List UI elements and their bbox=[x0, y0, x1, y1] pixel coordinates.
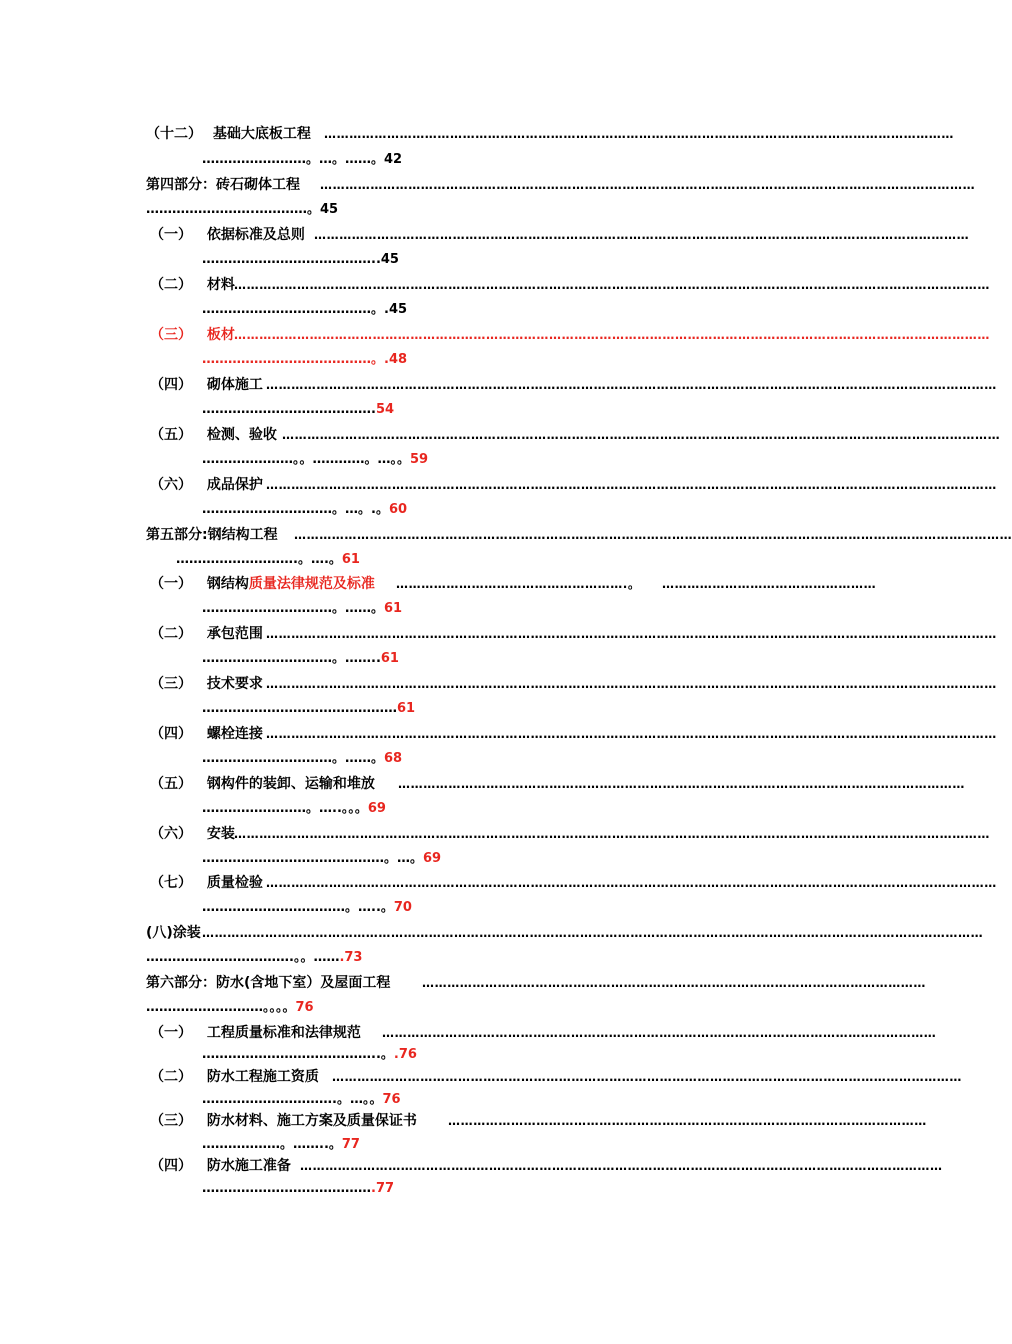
toc-entry[interactable] bbox=[150, 476, 263, 494]
toc-entry-tail bbox=[202, 900, 412, 916]
toc-entry[interactable] bbox=[150, 226, 305, 244]
toc-entry-number: （四） bbox=[150, 726, 192, 742]
toc-entry-tail bbox=[202, 751, 402, 767]
toc-entry[interactable] bbox=[146, 176, 300, 194]
toc-page-number[interactable]: 70 bbox=[393, 900, 412, 915]
dot-leader: ……………………….。….。 bbox=[176, 552, 342, 567]
toc-entry[interactable] bbox=[150, 625, 263, 643]
dot-leader: …………………………………。. bbox=[202, 302, 389, 317]
toc-page-number[interactable]: 69 bbox=[423, 851, 442, 866]
toc-entry-number: （五） bbox=[150, 776, 192, 792]
toc-entry-number: （一） bbox=[150, 1025, 192, 1041]
dot-leader: ……………………。…..。。。 bbox=[202, 801, 368, 816]
toc-entry[interactable] bbox=[150, 276, 235, 294]
dot-leader: …………………………………………………………………………………………………………………………………… bbox=[324, 127, 954, 141]
dot-leader: ………………………………….. bbox=[202, 252, 381, 267]
dot-leader: ………………………………………………………………………………………………………………………………………………………… bbox=[266, 677, 997, 691]
dot-leader: …………………………………………… bbox=[662, 577, 877, 591]
toc-entry[interactable] bbox=[150, 775, 375, 793]
toc-entry-number: （三） bbox=[150, 327, 192, 343]
dot-leader: …………………………………. bbox=[202, 402, 376, 417]
toc-entry-tail bbox=[202, 302, 407, 318]
toc-page-number[interactable]: 42 bbox=[384, 152, 403, 167]
toc-entry-number: （二） bbox=[150, 626, 192, 642]
toc-entry-tail bbox=[202, 601, 402, 617]
dot-leader: …………………………。…。.。 bbox=[202, 502, 389, 517]
toc-entry-number: （四） bbox=[150, 1158, 192, 1174]
dot-leader: ………………………。。。。 bbox=[146, 1000, 296, 1015]
dot-leader: ………………………………………………………………………………………………………………………………………………………… bbox=[266, 627, 997, 641]
toc-entry[interactable] bbox=[150, 1024, 361, 1042]
toc-page-number[interactable]: 61 bbox=[397, 701, 416, 716]
toc-entry-tail bbox=[202, 851, 441, 867]
toc-entry-number: （六） bbox=[150, 477, 192, 493]
toc-entry-tail bbox=[176, 552, 360, 568]
toc-entry-title: 防水工程施工资质 bbox=[206, 1069, 319, 1085]
toc-page-number[interactable]: 77 bbox=[341, 1137, 360, 1152]
dot-leader: ……………………………………………………………………………………………………………………………………………………… bbox=[294, 528, 1012, 542]
toc-page-number[interactable]: 54 bbox=[375, 402, 395, 417]
toc-entry[interactable] bbox=[150, 675, 263, 693]
toc-entry-title: 基础大底板工程 bbox=[212, 126, 311, 142]
toc-entry-title: 安装 bbox=[206, 826, 235, 842]
toc-entry-tail bbox=[202, 152, 402, 168]
toc-entry-title: 螺栓连接 bbox=[206, 726, 263, 742]
toc-entry-number: （三） bbox=[150, 1113, 192, 1129]
dot-leader: ……………………………。…..。 bbox=[202, 900, 394, 915]
toc-entry-title: 工程质量标准和法律规范 bbox=[206, 1025, 361, 1041]
dot-leader: ……………………………………………………………………………………………………………………………………………………………… bbox=[234, 827, 990, 841]
toc-entry-number: （四） bbox=[150, 377, 192, 393]
dot-leader: ………………………………………………………………………………………………………………………………………………………… bbox=[266, 478, 997, 492]
dot-leader: ……………………………………………………………………………………………………………………………………………………………… bbox=[234, 328, 990, 342]
toc-page-number[interactable]: 45 bbox=[319, 202, 339, 217]
toc-section-title: 第四部分：砖石砌体工程 bbox=[146, 177, 300, 193]
toc-page-number[interactable]: 45 bbox=[380, 252, 399, 267]
toc-entry-tail bbox=[202, 801, 386, 817]
toc-entry-number: （十二） bbox=[146, 126, 202, 142]
toc-entry[interactable] bbox=[150, 725, 263, 743]
toc-section-title: 第六部分：防水(含地下室）及屋面工程 bbox=[146, 975, 391, 991]
dot-leader: …………………….…………。 bbox=[146, 202, 320, 217]
dot-leader: ……………………。…。……。 bbox=[202, 152, 385, 167]
toc-entry-title: 成品保护 bbox=[206, 477, 263, 493]
toc-entry-title: (八)涂装 bbox=[146, 925, 201, 941]
toc-entry-title: 质量检验 bbox=[206, 875, 263, 891]
toc-entry-title: 承包范围 bbox=[206, 626, 263, 642]
toc-page-number[interactable]: 61 bbox=[380, 651, 399, 666]
toc-entry-title: 防水施工准备 bbox=[206, 1158, 291, 1174]
toc-entry[interactable] bbox=[150, 825, 235, 843]
toc-entry-title: 检测、验收 bbox=[206, 427, 277, 443]
dot-leader: …………………………….。。…… bbox=[146, 950, 340, 965]
dot-leader: ……………………………………… bbox=[202, 701, 397, 716]
dot-leader: …………………………………………………………………………………………………… bbox=[448, 1114, 927, 1128]
dot-leader: …………………………………………………………………………………………………………………… bbox=[382, 1026, 937, 1040]
dot-leader: …………………………………。. bbox=[202, 352, 389, 367]
toc-entry-title: 材料 bbox=[206, 277, 235, 293]
toc-page-number[interactable]: 69 bbox=[367, 801, 386, 816]
toc-entry-number: （五） bbox=[150, 427, 192, 443]
toc-entry[interactable] bbox=[150, 1068, 319, 1086]
toc-page-number[interactable]: 60 bbox=[388, 502, 408, 517]
dot-leader: …………………………。……。 bbox=[202, 601, 385, 616]
toc-entry-number: （二） bbox=[150, 277, 192, 293]
dot-leader: ………………………………………………………………………………………………………………………………………………………… bbox=[266, 727, 997, 741]
toc-entry-tail bbox=[202, 1137, 360, 1153]
toc-entry-title: 防水材料、施工方案及质量保证书 bbox=[206, 1113, 417, 1129]
toc-entry-tail bbox=[202, 701, 415, 717]
toc-entry-tail bbox=[202, 1047, 417, 1063]
toc-page-number[interactable]: 68 bbox=[384, 751, 403, 766]
toc-entry-number: （七） bbox=[150, 875, 192, 891]
toc-entry-tail bbox=[202, 252, 399, 268]
dot-leader: …………………………………..。 bbox=[202, 1047, 394, 1062]
toc-entry-title: 技术要求 bbox=[206, 676, 263, 692]
toc-page-number[interactable]: .76 bbox=[393, 1047, 417, 1062]
toc-entry-title: 板材 bbox=[206, 327, 235, 343]
toc-entry[interactable] bbox=[150, 874, 263, 892]
dot-leader: ………………………………………………………………………………………………………………………………………… bbox=[314, 228, 970, 242]
toc-entry-tail bbox=[146, 1000, 314, 1016]
dot-leader: ………………………………………………………………………………………………………………………………………… bbox=[320, 178, 976, 192]
dot-leader: …………………………………………………………………………………………………………………………………… bbox=[332, 1070, 962, 1084]
toc-entry-title: 钢构件的装卸、运输和堆放 bbox=[206, 776, 375, 792]
dot-leader: ……………………………………。…。 bbox=[202, 851, 424, 866]
toc-entry[interactable] bbox=[146, 526, 278, 544]
toc-entry[interactable] bbox=[150, 1157, 291, 1175]
toc-entry-number: （六） bbox=[150, 826, 192, 842]
dot-leader: …………………………。…….. bbox=[202, 651, 381, 666]
dot-leader: ……………………………………………………………………………………………………………………… bbox=[398, 777, 965, 791]
toc-entry[interactable] bbox=[150, 575, 375, 593]
toc-entry[interactable] bbox=[146, 924, 201, 942]
toc-page-number[interactable]: .73 bbox=[339, 950, 363, 965]
toc-page-number[interactable]: 61 bbox=[384, 601, 403, 616]
dot-leader: ……………………………………………………………………………………………………………………………………………………… bbox=[282, 428, 1001, 442]
dot-leader: ………………………………… bbox=[202, 1181, 371, 1196]
dot-leader: ……………………………………………………………………………………………………………………………………… bbox=[300, 1159, 943, 1173]
toc-entry-tail bbox=[202, 1092, 401, 1108]
toc-entry-title-highlight: 质量法律规范及标准 bbox=[248, 576, 375, 592]
toc-entry-tail bbox=[202, 1181, 394, 1197]
toc-page-number[interactable]: 48 bbox=[388, 352, 408, 367]
toc-entry[interactable] bbox=[146, 974, 390, 992]
dot-leader: ………………。……..。 bbox=[202, 1137, 342, 1152]
dot-leader: ……………………………………………………………………………………………………………………………………………………………… bbox=[234, 278, 990, 292]
toc-page-number[interactable]: 59 bbox=[410, 452, 429, 467]
toc-entry-tail bbox=[202, 452, 428, 468]
toc-entry-tail bbox=[202, 502, 407, 518]
toc-entry-tail bbox=[202, 352, 407, 368]
toc-page-number[interactable]: .77 bbox=[371, 1181, 395, 1196]
toc-entry-number: （三） bbox=[150, 676, 192, 692]
toc-page-number[interactable]: 76 bbox=[382, 1092, 401, 1107]
toc-entry-number: （一） bbox=[150, 576, 192, 592]
toc-entry[interactable] bbox=[150, 326, 235, 344]
dot-leader: ………………………………………………………………………………………………………… bbox=[422, 976, 926, 990]
toc-page-number[interactable]: 61 bbox=[341, 552, 360, 567]
dot-leader: …………………………………………………………………………………………………………………………………………………………………… bbox=[202, 926, 984, 940]
dot-leader: ………………………………………………………………………………………………………………………………………………………… bbox=[266, 876, 997, 890]
toc-entry-tail bbox=[202, 402, 394, 418]
toc-entry-number: （二） bbox=[150, 1069, 192, 1085]
dot-leader: …………………………。……。 bbox=[202, 751, 385, 766]
toc-entry-title: 砌体施工 bbox=[206, 377, 263, 393]
toc-entry[interactable] bbox=[150, 376, 263, 394]
toc-entry[interactable] bbox=[146, 125, 311, 143]
toc-page-number[interactable]: 76 bbox=[295, 1000, 314, 1015]
toc-entry-tail bbox=[146, 950, 362, 966]
toc-section-title: 第五部分:钢结构工程 bbox=[146, 527, 278, 543]
toc-page-number[interactable]: 45 bbox=[388, 302, 408, 317]
toc-entry-tail bbox=[146, 202, 338, 218]
toc-entry-title: 钢结构 bbox=[206, 576, 249, 592]
toc-entry[interactable] bbox=[150, 426, 277, 444]
dot-leader: ………………………….。…。。 bbox=[202, 1092, 383, 1107]
toc-entry-title: 依据标准及总则 bbox=[206, 227, 305, 243]
toc-entry-tail bbox=[202, 651, 399, 667]
dot-leader: ……………………………………………….。 bbox=[396, 577, 641, 591]
toc-entry-number: （一） bbox=[150, 227, 192, 243]
dot-leader: ………………………………………………………………………………………………………………………………………………………… bbox=[266, 378, 997, 392]
dot-leader: …………………。。…………。…。。 bbox=[202, 452, 411, 467]
toc-entry[interactable] bbox=[150, 1112, 417, 1130]
